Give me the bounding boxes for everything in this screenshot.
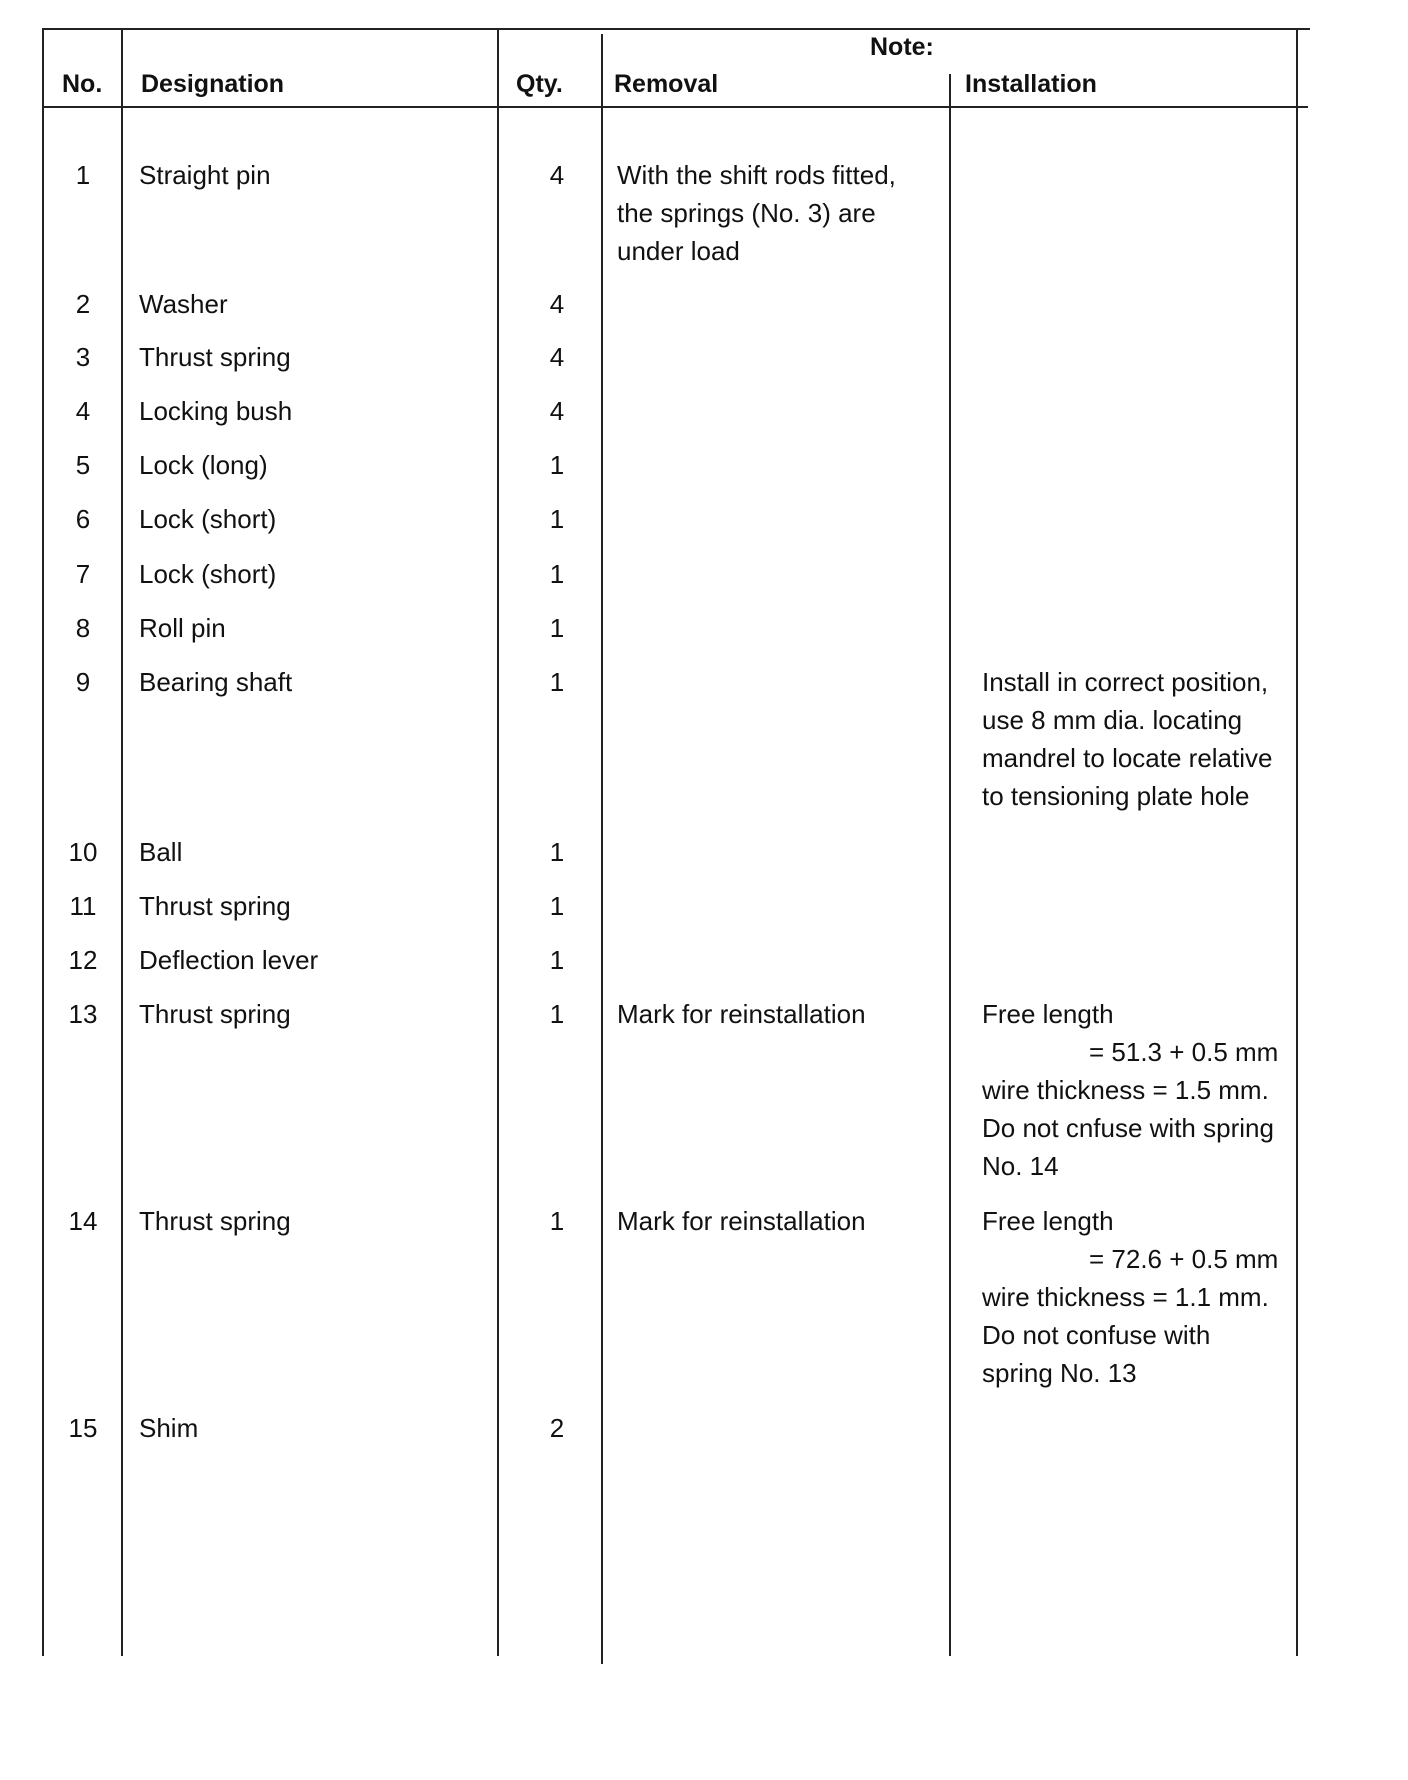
item-quantity: 2 xyxy=(549,1413,565,1443)
item-designation: Washer xyxy=(139,289,228,319)
header-bottom-border xyxy=(42,106,1308,108)
item-designation: Bearing shaft xyxy=(139,667,293,697)
item-designation: Lock (long) xyxy=(139,450,268,480)
item-number: 10 xyxy=(68,837,98,867)
column-line-removal xyxy=(949,74,951,1656)
item-number: 14 xyxy=(68,1206,98,1236)
item-number: 11 xyxy=(69,891,97,921)
item-number: 1 xyxy=(75,160,91,190)
item-designation: Straight pin xyxy=(139,160,271,190)
header-no: No. xyxy=(62,70,103,98)
header-installation: Installation xyxy=(965,70,1097,98)
item-designation: Deflection lever xyxy=(139,945,319,975)
item-number: 2 xyxy=(75,289,91,319)
item-installation-note: Free length = 51.3 + 0.5 mm wire thickness = 1.5 mm. Do not cnfuse with spring No. 14 xyxy=(982,999,1279,1181)
header-qty: Qty. xyxy=(516,70,563,98)
item-designation: Thrust spring xyxy=(139,342,291,372)
item-designation: Thrust spring xyxy=(139,1206,291,1236)
item-quantity: 1 xyxy=(549,891,565,921)
table-top-border xyxy=(42,28,1310,30)
header-removal: Removal xyxy=(614,70,719,98)
item-quantity: 4 xyxy=(549,289,565,319)
item-quantity: 1 xyxy=(549,999,565,1029)
item-quantity: 4 xyxy=(549,160,565,190)
item-removal-note: Mark for reinstallation xyxy=(617,1206,866,1236)
item-designation: Thrust spring xyxy=(139,891,291,921)
item-number: 7 xyxy=(75,559,91,589)
item-quantity: 1 xyxy=(549,945,565,975)
item-number: 9 xyxy=(75,667,91,697)
item-removal-note: With the shift rods fitted, the springs (No. 3) are under load xyxy=(617,160,896,266)
item-number: 8 xyxy=(75,613,91,643)
item-quantity: 1 xyxy=(549,837,565,867)
item-number: 4 xyxy=(75,396,91,426)
item-number: 12 xyxy=(68,945,98,975)
item-designation: Shim xyxy=(139,1413,199,1443)
item-quantity: 1 xyxy=(549,450,565,480)
column-line-right xyxy=(1296,28,1298,1656)
item-quantity: 4 xyxy=(549,396,565,426)
item-number: 5 xyxy=(75,450,91,480)
item-quantity: 4 xyxy=(549,342,565,372)
item-designation: Roll pin xyxy=(139,613,226,643)
header-designation: Designation xyxy=(141,70,285,98)
item-designation: Locking bush xyxy=(139,396,293,426)
item-quantity: 1 xyxy=(549,667,565,697)
item-number: 6 xyxy=(75,504,91,534)
item-designation: Lock (short) xyxy=(139,504,277,534)
item-designation: Lock (short) xyxy=(139,559,277,589)
item-installation-note: Free length = 72.6 + 0.5 mm wire thickness = 1.1 mm. Do not confuse with spring No. 13 xyxy=(982,1206,1279,1388)
item-designation: Ball xyxy=(139,837,183,867)
item-number: 13 xyxy=(68,999,98,1029)
column-line-designation xyxy=(497,28,499,1656)
header-note: Note: xyxy=(870,33,934,61)
item-quantity: 1 xyxy=(549,1206,565,1236)
item-number: 15 xyxy=(68,1413,98,1443)
item-quantity: 1 xyxy=(549,559,565,589)
item-number: 3 xyxy=(75,342,91,372)
item-removal-note: Mark for reinstallation xyxy=(617,999,866,1029)
item-quantity: 1 xyxy=(549,504,565,534)
item-quantity: 1 xyxy=(549,613,565,643)
item-installation-note: Install in correct position, use 8 mm dia. locating mandrel to locate relative to tensioning plate hole xyxy=(982,667,1273,811)
item-designation: Thrust spring xyxy=(139,999,291,1029)
